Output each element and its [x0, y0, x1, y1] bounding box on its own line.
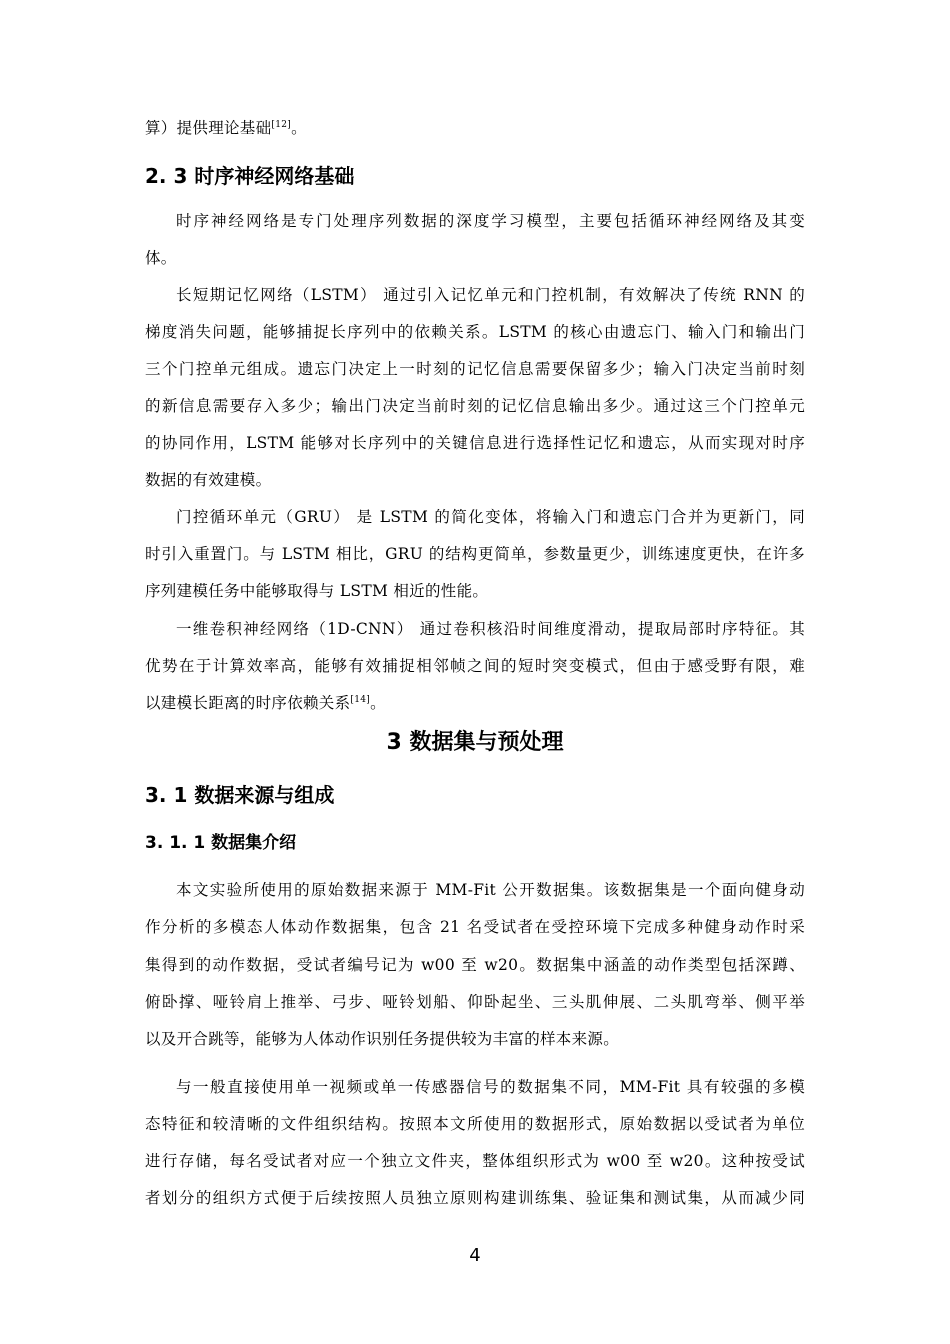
paragraph-line: 门控循环单元（GRU） 是 LSTM 的简化变体，将输入门和遗忘门合并为更新门，同: [176, 508, 805, 526]
paragraph-line: 数据的有效建模。: [145, 471, 272, 489]
citation: [12]: [271, 120, 292, 130]
paragraph-line: 态特征和较清晰的文件组织结构。按照本文所使用的数据形式，原始数据以受试者为单位: [145, 1115, 805, 1133]
paragraph-line: 作分析的多模态人体动作数据集，包含 21 名受试者在受控环境下完成多种健身动作时采: [145, 918, 805, 936]
paragraph-line: 的协同作用，LSTM 能够对长序列中的关键信息进行选择性记忆和遗忘，从而实现对时序: [145, 434, 805, 452]
paragraph-line: 梯度消失问题，能够捕捉长序列中的依赖关系。LSTM 的核心由遗忘门、输入门和输出门: [145, 323, 805, 341]
paragraph-line: 的新信息需要存入多少；输出门决定当前时刻的记忆信息输出多少。通过这三个门控单元: [145, 397, 805, 415]
paragraph-line: 本文实验所使用的原始数据来源于 MM-Fit 公开数据集。该数据集是一个面向健身动: [176, 881, 805, 899]
paragraph-line: 集得到的动作数据，受试者编号记为 w00 至 w20。数据集中涵盖的动作类型包括深蹲、: [145, 956, 805, 974]
paragraph-line: 与一般直接使用单一视频或单一传感器信号的数据集不同，MM-Fit 具有较强的多模: [176, 1078, 805, 1096]
paragraph-line: 时序神经网络是专门处理序列数据的深度学习模型，主要包括循环神经网络及其变: [176, 212, 805, 230]
paragraph-line: 者划分的组织方式便于后续按照人员独立原则构建训练集、验证集和测试集，从而减少同: [145, 1189, 805, 1207]
paragraph-line: 一维卷积神经网络（1D-CNN） 通过卷积核沿时间维度滑动，提取局部时序特征。其: [176, 620, 805, 638]
section-heading-2-3: 2. 3 时序神经网络基础: [145, 164, 355, 188]
paragraph-line: 以及开合跳等，能够为人体动作识别任务提供较为丰富的样本来源。: [145, 1030, 620, 1048]
paragraph-line: 以建模长距离的时序依赖关系[14]。: [145, 694, 386, 712]
citation: [14]: [350, 695, 371, 705]
paragraph-line: 长短期记忆网络（LSTM） 通过引入记忆单元和门控机制，有效解决了传统 RNN 的: [176, 286, 805, 304]
page-number: 4: [469, 1245, 481, 1266]
paragraph-line: 算）提供理论基础[12]。: [145, 119, 307, 137]
paragraph-line: 优势在于计算效率高，能够有效捕捉相邻帧之间的短时突变模式，但由于感受野有限，难: [145, 657, 805, 675]
paragraph-line: 序列建模任务中能够取得与 LSTM 相近的性能。: [145, 582, 489, 600]
paragraph-line: 体。: [145, 249, 177, 267]
chapter-heading-3: 3 数据集与预处理: [386, 730, 564, 755]
paragraph-line: 进行存储，每名受试者对应一个独立文件夹，整体组织形式为 w00 至 w20。这种按受试: [145, 1152, 805, 1170]
section-heading-3-1: 3. 1 数据来源与组成: [145, 783, 335, 807]
paragraph-line: 俯卧撑、哑铃肩上推举、弓步、哑铃划船、仰卧起坐、三头肌伸展、二头肌弯举、侧平举: [145, 993, 805, 1011]
subsection-heading-3-1-1: 3. 1. 1 数据集介绍: [145, 833, 297, 853]
paragraph-line: 三个门控单元组成。遗忘门决定上一时刻的记忆信息需要保留多少；输入门决定当前时刻: [145, 360, 805, 378]
paragraph-line: 时引入重置门。与 LSTM 相比，GRU 的结构更简单，参数量更少，训练速度更快，在许多: [145, 545, 805, 563]
